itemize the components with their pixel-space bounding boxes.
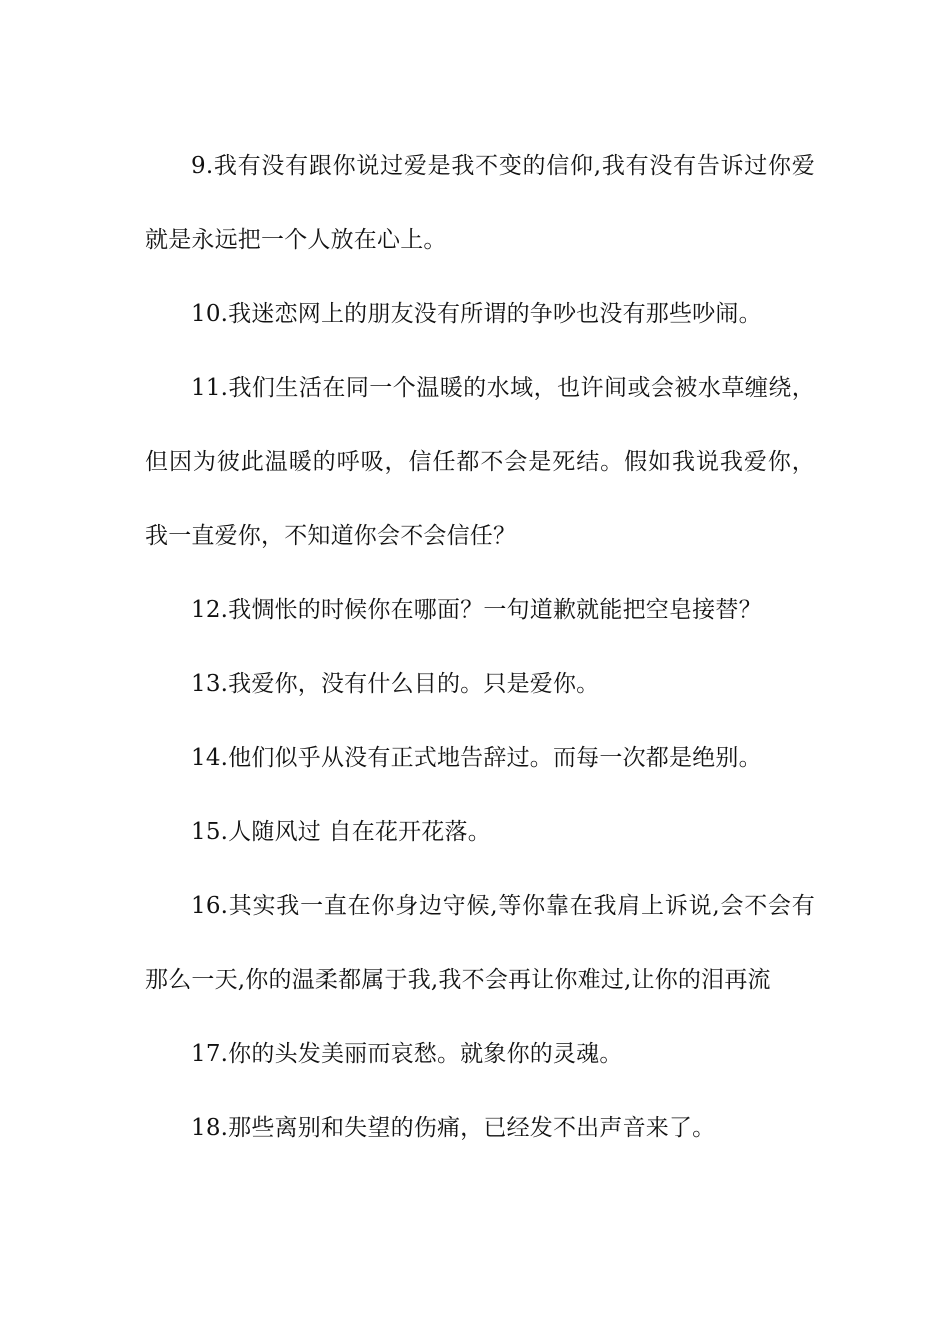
paragraph-18: 18.那些离别和失望的伤痛，已经发不出声音来了。 [191,1115,716,1141]
paragraph-17: 17.你的头发美丽而哀愁。就象你的灵魂。 [191,1041,623,1067]
paragraph-12: 12.我惆怅的时候你在哪面？一句道歉就能把空皂接替？ [191,597,762,623]
paragraph-9: 9.我有没有跟你说过爱是我不变的信仰,我有没有告诉过你爱就是永远把一个人放在心上。 [145,153,815,253]
paragraph-15: 15.人随风过 自在花开花落。 [191,819,491,845]
paragraph-14: 14.他们似乎从没有正式地告辞过。而每一次都是绝别。 [191,745,762,771]
paragraph-16: 16.其实我一直在你身边守候,等你靠在我肩上诉说,会不会有那么一天,你的温柔都属于我,我不会再让你难过,让你的泪再流 [145,893,815,993]
paragraph-13: 13.我爱你，没有什么目的。只是爱你。 [191,671,600,697]
paragraph-10: 10.我迷恋网上的朋友没有所谓的争吵也没有那些吵闹。 [191,301,762,327]
document-body [145,129,815,1165]
paragraph-11: 11.我们生活在同一个温暖的水域，也许间或会被水草缠绕，但因为彼此温暖的呼吸，信任都不会是死结。假如我说我爱你，我一直爱你，不知道你会不会信任？ [145,375,815,549]
